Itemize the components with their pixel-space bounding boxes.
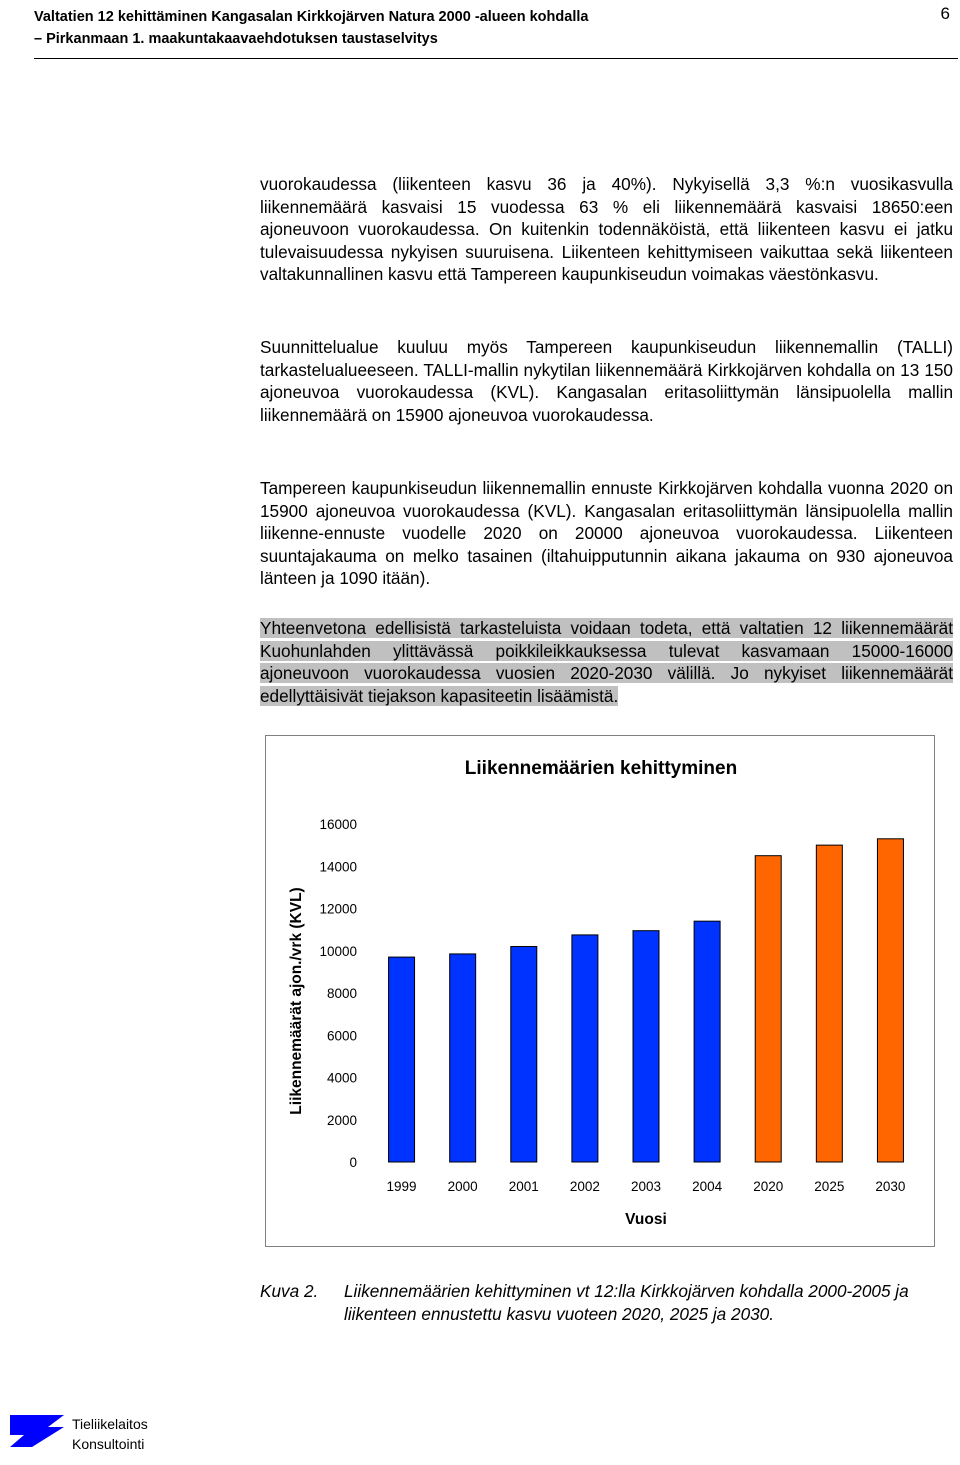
x-tick-label: 1999 bbox=[386, 1179, 417, 1194]
page-number: 6 bbox=[940, 4, 950, 23]
caption-label: Kuva 2. bbox=[260, 1281, 319, 1301]
chart-frame bbox=[265, 735, 935, 1247]
y-tick-label: 8000 bbox=[326, 986, 357, 1001]
paragraph-4-text: Yhteenvetona edellisistä tarkasteluista voidaan todeta, että valtatien 12 liikennemäärät Kuohunlahden ylittävässä poikkileikkauksessa tulevat kasvamaan 15000-16000 ajoneuvoon vuorokaudessa vuosien 2020-2030 välillä. Jo nykyiset liikennemäärät edellyttäisivät tiejakson kapasiteetin lisäämistä. bbox=[260, 618, 953, 706]
bar-2001 bbox=[511, 947, 537, 1162]
y-tick-labels bbox=[319, 817, 357, 1170]
y-tick-label: 12000 bbox=[319, 901, 357, 917]
header-subtitle: – Pirkanmaan 1. maakuntakaavaehdotuksen taustaselvitys bbox=[34, 31, 438, 47]
header-rule bbox=[34, 58, 958, 59]
bar-2002 bbox=[572, 935, 598, 1162]
bar-1999 bbox=[389, 957, 415, 1162]
paragraph-2-text: Suunnittelualue kuuluu myös Tampereen kaupunkiseudun liikennemallin (TALLI) tarkastelualueeseen. TALLI-mallin nykytilan liikennemäärä Kirkkojärven kohdalla on 13 150 ajoneuvoa vuorokaudessa (KVL). Kangasalan eritasoliittymän länsipuolella mallin liikennemäärä on 15900 ajoneuvoa vuorokaudessa. bbox=[260, 337, 953, 425]
chart-title: Liikennemäärien kehittyminen bbox=[464, 758, 738, 779]
bar-2003 bbox=[633, 931, 659, 1162]
y-tick-label: 16000 bbox=[319, 817, 357, 832]
bar-2025 bbox=[816, 845, 842, 1162]
bar-2020 bbox=[755, 856, 781, 1162]
chart-x-axis-label: Vuosi bbox=[625, 1211, 667, 1228]
x-tick-label: 2020 bbox=[753, 1179, 784, 1194]
traffic-chart bbox=[266, 736, 934, 1246]
header-title: Valtatien 12 kehittäminen Kangasalan Kirkkojärven Natura 2000 -alueen kohdalla bbox=[34, 9, 589, 25]
bar-2000 bbox=[450, 954, 476, 1162]
tieliikelaitos-logo-icon bbox=[8, 1413, 66, 1449]
x-tick-label: 2030 bbox=[875, 1179, 906, 1194]
chart-y-axis-label: Liikennemäärät ajon./vrk (KVL) bbox=[288, 887, 305, 1115]
y-tick-label: 4000 bbox=[326, 1070, 357, 1086]
x-tick-label: 2025 bbox=[814, 1179, 845, 1194]
page-header bbox=[34, 6, 956, 50]
footer-unit: Konsultointi bbox=[72, 1436, 145, 1452]
x-tick-labels bbox=[387, 1179, 906, 1194]
x-tick-label: 2000 bbox=[447, 1179, 478, 1194]
x-tick-label: 2002 bbox=[569, 1179, 600, 1194]
paragraph-1 bbox=[260, 173, 953, 286]
footer bbox=[72, 1414, 148, 1454]
paragraph-3-text: Tampereen kaupunkiseudun liikennemallin ennuste Kirkkojärven kohdalla vuonna 2020 on 15900 ajoneuvoa vuorokaudessa (KVL). Kangasalan eritasoliittymän länsipuolella mallin liikenne-ennuste vuodelle 2020 on 20000 ajoneuvoa vuorokaudessa. Liikenteen suuntajakauma on melko tasainen (iltahuipputunnin aikana jakauma on 930 ajoneuvoa länteen ja 1090 itään). bbox=[260, 478, 953, 589]
paragraph-1-text: vuorokaudessa (liikenteen kasvu 36 ja 40%). Nykyisellä 3,3 %:n vuosikasvulla liikennemäärä kasvaisi 15 vuodessa 63 % eli liikennemäärä kasvaisi 18650:een ajoneuvoon vuorokaudessa. On kuitenkin todennäköistä, että liikenteen kasvu ei jatku tulevaisuudessa nykyisen suuruisena. Liikenteen kehittymiseen vaikuttaa sekä liikenteen valtakunnallinen kasvu että Tampereen kaupunkiseudun voimakas väestönkasvu. bbox=[260, 174, 953, 285]
caption-text: Liikennemäärien kehittyminen vt 12:lla Kirkkojärven kohdalla 2000-2005 ja liikenteen ennustettu kasvu vuoteen 2020, 2025 ja 2030. bbox=[344, 1281, 909, 1324]
bar-2004 bbox=[694, 921, 720, 1162]
bars bbox=[389, 839, 904, 1162]
bar-2030 bbox=[877, 839, 903, 1162]
paragraph-4-summary bbox=[260, 617, 953, 707]
y-tick-label: 6000 bbox=[326, 1028, 357, 1044]
paragraph-3 bbox=[260, 477, 953, 590]
x-tick-label: 2004 bbox=[692, 1179, 723, 1194]
y-tick-label: 14000 bbox=[319, 859, 357, 875]
footer-org: Tieliikelaitos bbox=[72, 1416, 148, 1432]
x-tick-label: 2001 bbox=[508, 1179, 539, 1194]
x-tick-label: 2003 bbox=[630, 1179, 662, 1194]
y-tick-label: 2000 bbox=[326, 1112, 357, 1128]
y-tick-label: 10000 bbox=[319, 943, 357, 959]
y-tick-label: 0 bbox=[349, 1155, 357, 1170]
paragraph-2 bbox=[260, 336, 953, 426]
